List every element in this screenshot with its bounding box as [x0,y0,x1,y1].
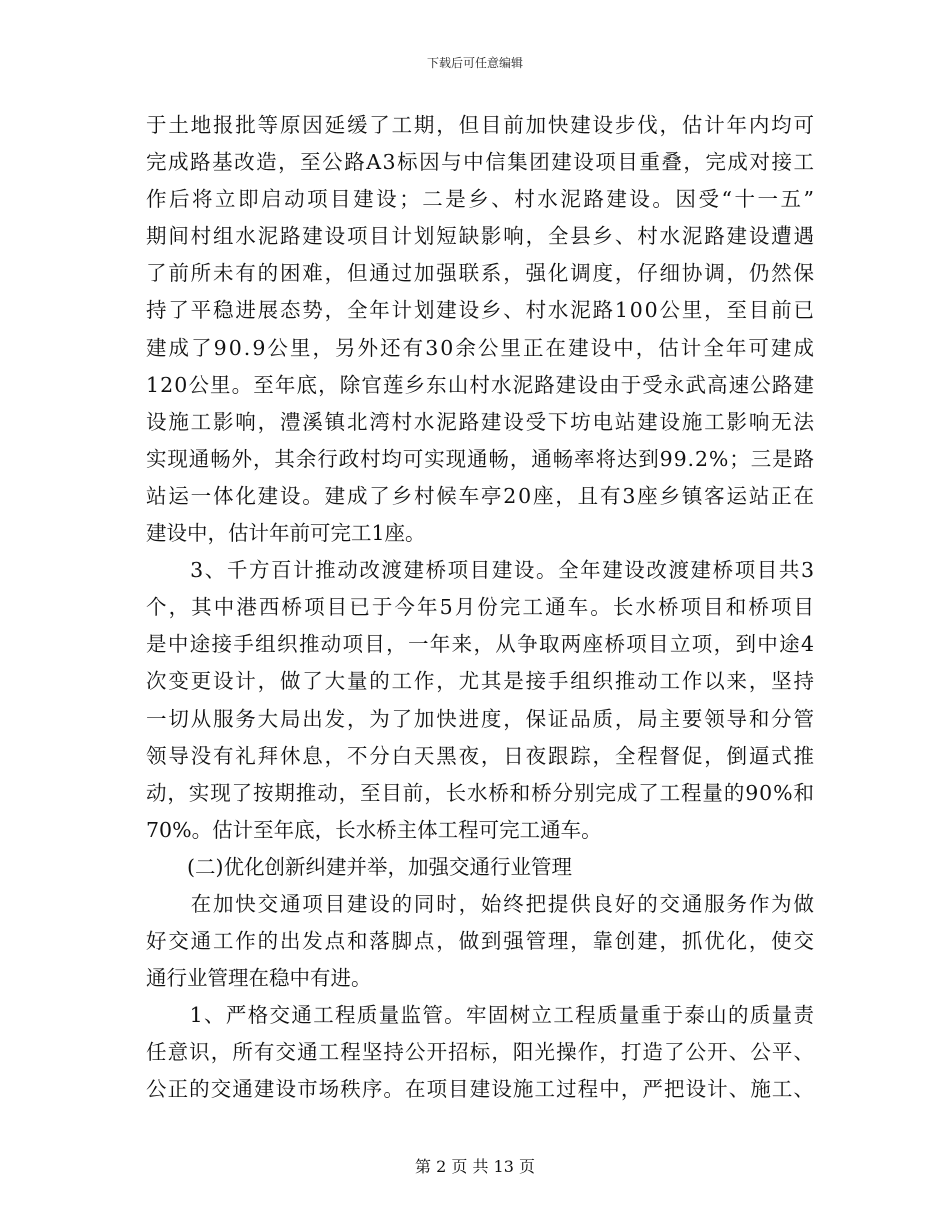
text-line: 任意识，所有交通工程坚持公开招标，阳光操作，打造了公开、公平、 [146,1040,816,1065]
text-line: 好交通工作的出发点和落脚点，做到强管理，靠创建，抓优化，使交 [146,929,816,954]
text-line: 3、千方百计推动改渡建桥项目建设。全年建设改渡建桥项目共3 [146,558,816,583]
text-line: 70%。估计至年底，长水桥主体工程可完工通车。 [146,817,602,842]
text-line: 于土地报批等原因延缓了工期，但目前加快建设步伐，估计年内均可 [146,113,816,137]
text-line: 是中途接手组织推动项目，一年来，从争取两座桥项目立项，到中途4 [146,632,816,657]
text-line: 建成了90.9公里，另外还有30余公里正在建设中，估计全年可建成 [146,335,817,360]
text-line: 通行业管理在稳中有进。 [146,966,372,991]
text-line: 公正的交通建设市场秩序。在项目建设施工过程中，严把设计、施工、 [146,1077,816,1102]
text-line: 次变更设计，做了大量的工作，尤其是接手组织推动工作以来，坚持 [146,669,816,694]
text-line: 领导没有礼拜休息，不分白天黑夜，日夜跟踪，全程督促，倒逼式推 [146,743,816,768]
page-footer: 第 2 页 共 13 页 [415,1157,535,1176]
text-line: 持了平稳进展态势，全年计划建设乡、村水泥路100公里，至目前已 [146,298,816,323]
text-line: 120公里。至年底，除官莲乡东山村水泥路建设由于受永武高速公路建 [146,372,816,397]
text-line: 在加快交通项目建设的同时，始终把提供良好的交通服务作为做 [146,891,816,916]
text-line: 期间村组水泥路建设项目计划短缺影响，全县乡、村水泥路建设遭遇 [146,224,816,249]
text-line: (二)优化创新纠建并举，加强交通行业管理 [146,854,572,879]
text-line: 建设中，估计年前可完工1座。 [146,521,426,546]
text-line: 站运一体化建设。建成了乡村候车亭20座，且有3座乡镇客运站正在 [146,483,816,508]
body-text [146,107,816,1109]
text-line: 动，实现了按期推动，至目前，长水桥和桥分别完成了工程量的90%和 [146,780,815,805]
text-line: 1、严格交通工程质量监管。牢固树立工程质量重于泰山的质量责 [146,1003,816,1028]
text-line: 完成路基改造，至公路A3标因与中信集团建设项目重叠，完成对接工 [146,150,816,175]
text-line: 了前所未有的困难，但通过加强联系，强化调度，仔细协调，仍然保 [146,261,816,286]
text-line: 一切从服务大局出发，为了加快进度，保证品质，局主要领导和分管 [146,706,816,731]
text-line: 实现通畅外，其余行政村均可实现通畅，通畅率将达到99.2%；三是路 [146,446,815,471]
text-line: 个，其中港西桥项目已于今年5月份完工通车。长水桥项目和桥项目 [146,595,817,620]
text-line: 作后将立即启动项目建设；二是乡、村水泥路建设。因受“十一五” [146,187,817,212]
text-line: 设施工影响，澧溪镇北湾村水泥路建设受下坊电站建设施工影响无法 [146,409,816,434]
page-header: 下载后可任意编辑 [426,56,523,70]
